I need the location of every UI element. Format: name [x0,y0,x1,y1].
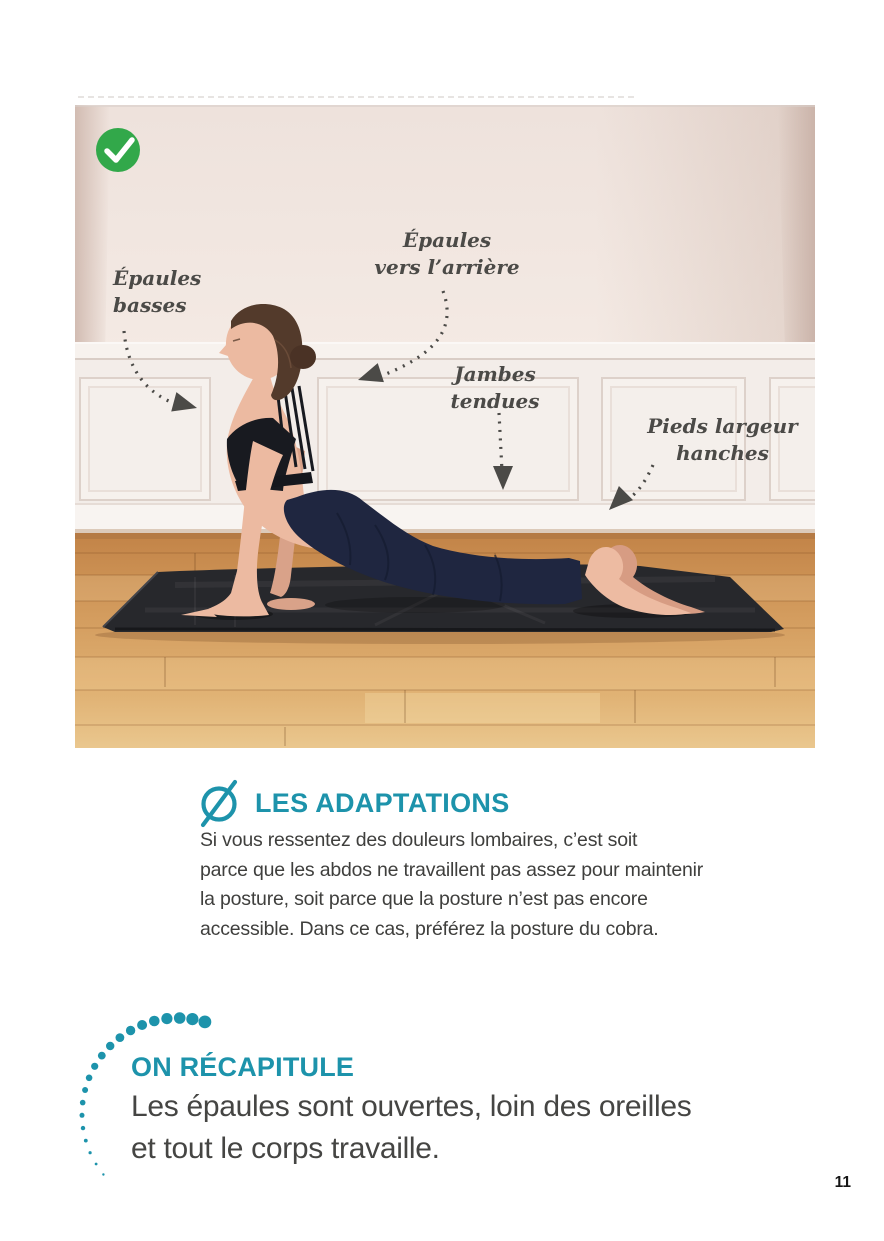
recap-title: ON RÉCAPITULE [131,1052,355,1082]
slashed-circle-icon [198,777,244,829]
recap-line: et tout le corps travaille. [131,1132,440,1165]
annotation-line: basses [113,293,187,317]
paragraph-line: accessible. Dans ce cas, préférez la posture du cobra. [200,917,659,940]
adaptations-header [198,777,510,829]
annotation-line: Jambes [454,362,536,386]
adaptations-paragraph [200,826,740,944]
annotation-line: Épaules [402,228,492,252]
annotation-line: Épaules [113,266,202,290]
wall [75,105,815,533]
paragraph-line: la posture, soit parce que la posture n’est pas encore [200,888,648,910]
page-number: 11 [834,1174,851,1191]
adaptations-title: LES ADAPTATIONS [255,787,510,818]
paragraph-line: Si vous ressentez des douleurs lombaires, c’est soit [200,829,638,851]
annotation-line: Pieds largeur [647,414,798,438]
annotation-jambes-tendues [430,361,560,415]
check-badge-circle [96,128,140,172]
annotation-line: tendues [450,389,540,413]
yoga-pose-photo [75,105,815,748]
annotation-epaules-arriere [372,227,522,281]
annotation-epaules-basses [113,265,233,319]
recap-text [131,1086,691,1170]
annotation-pieds-largeur [635,413,810,467]
check-badge [96,128,140,172]
annotation-line: hanches [676,441,769,465]
recap-line: Les épaules sont ouvertes, loin des oreilles [131,1090,692,1123]
paragraph-line: parce que les abdos ne travaillent pas assez pour maintenir [200,858,704,881]
scan-artifact-line [78,96,634,98]
annotation-line: vers l’arrière [374,255,520,279]
